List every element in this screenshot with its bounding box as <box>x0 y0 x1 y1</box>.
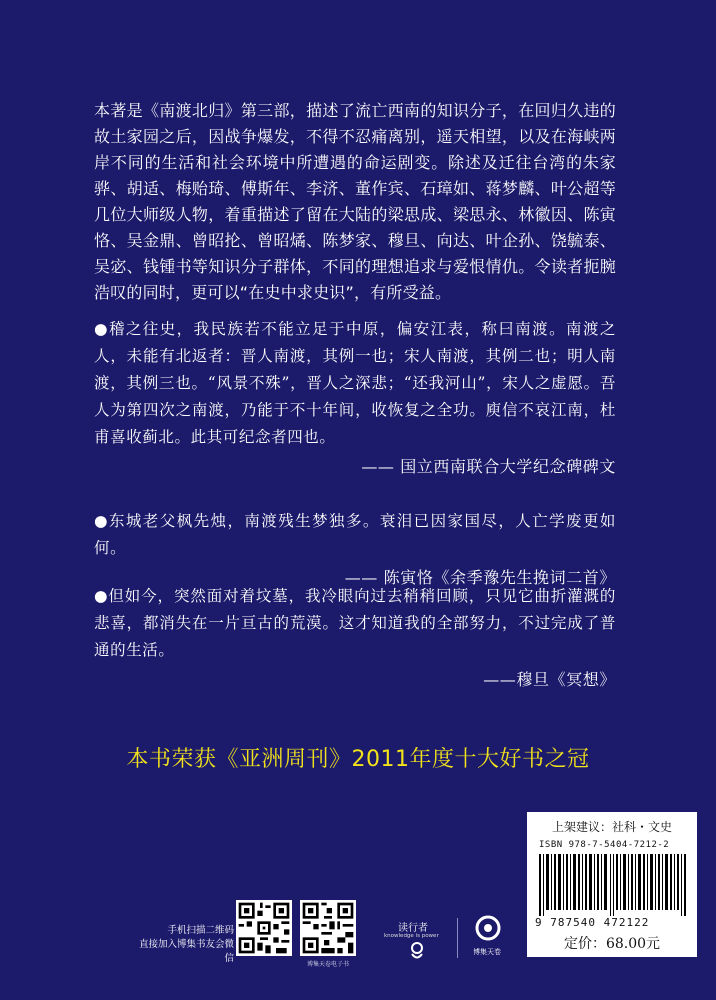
logo-divider <box>457 918 458 958</box>
quote-attribution: —— 国立西南联合大学纪念碑碑文 <box>361 457 616 476</box>
qr-caption-line1: 手机扫描二维码 <box>167 925 234 936</box>
quote-text: ●但如今，突然面对着坟墓，我冷眼向过去稍稍回顾，只见它曲折灌溉的悲喜，都消失在一片亘古的荒漠。这才知道我的全部努力，不过完成了普通的生活。 <box>94 587 616 659</box>
qr-caption-line2: 直接加入博集书友会微信 <box>138 939 234 964</box>
wechat-qr-code-icon[interactable] <box>236 900 292 956</box>
quote-attribution: —— 陈寅恪《余季豫先生挽词二首》 <box>344 568 616 587</box>
isbn-text: ISBN 978-7-5404-7212-2 <box>539 840 670 850</box>
shelving-suggestion: 上架建议：社科・文史 <box>551 820 672 834</box>
ebook-qr-code-icon[interactable] <box>300 900 356 956</box>
award-banner: 本书荣获《亚洲周刊》2011年度十大好书之冠 <box>126 747 590 772</box>
price-text: 定价：68.00元 <box>563 936 661 952</box>
qr-caption <box>134 924 234 966</box>
publisher-logo-1-subtext: knowledge is power <box>384 933 439 939</box>
intro-text: 本著是《南渡北归》第三部，描述了流亡西南的知识分子，在回归久违的故土家园之后，因战争爆发，不得不忍痛离别，遥天相望，以及在海峡两岸不同的生活和社会环境中所遭遇的命运剧变。除述及迁往台湾的朱家骅、胡适、梅贻琦、傅斯年、李济、董作宾、石璋如、蒋梦麟、叶公超等几位大师级人物，着重描述了留在大陆的梁思成、梁思永、林徽因、陈寅恪、吴金鼎、曾昭抡、曾昭燏、陈梦家、穆旦、向达、叶企孙、饶毓泰、吴宓、钱锺书等知识分子群体，不同的理想追求与爱恨情仇。令读者扼腕浩叹的同时，更可以“在史中求史识”，有所受益。 <box>94 101 616 302</box>
publisher-logo-2-text: 博集天卷 <box>473 948 501 956</box>
quote-attribution: ——穆旦《冥想》 <box>483 670 616 689</box>
price-barcode-label <box>527 812 697 957</box>
quote-block-1 <box>94 316 616 480</box>
quote-block-3 <box>94 583 616 693</box>
quote-text: ●东城老父枫先烛，南渡残生梦独多。衰泪已因家国尽，人亡学废更如何。 <box>94 512 616 557</box>
publisher-logo-icon <box>468 912 508 966</box>
intro-paragraph <box>94 98 616 306</box>
barcode-icon <box>539 854 687 916</box>
reader-logo-icon <box>392 914 442 962</box>
barcode-digits: 9 787540 472122 <box>535 916 650 929</box>
quote-text: ●稽之往史，我民族若不能立足于中原，偏安江表，称曰南渡。南渡之人，未能有北返者：晋人南渡，其例一也；宋人南渡，其例二也；明人南渡，其例三也。“风景不殊”，晋人之深悲；“还我河山”，宋人之虚愿。吾人为第四次之南渡，乃能于不十年间，收恢复之全功。庾信不哀江南，杜甫喜收蓟北。此其可纪念者四也。 <box>94 320 616 446</box>
quote-block-2 <box>94 508 616 591</box>
ebook-qr-caption: 博集天卷电子书 <box>306 961 349 968</box>
publisher-logo-1-text: 读行者 <box>398 923 428 934</box>
